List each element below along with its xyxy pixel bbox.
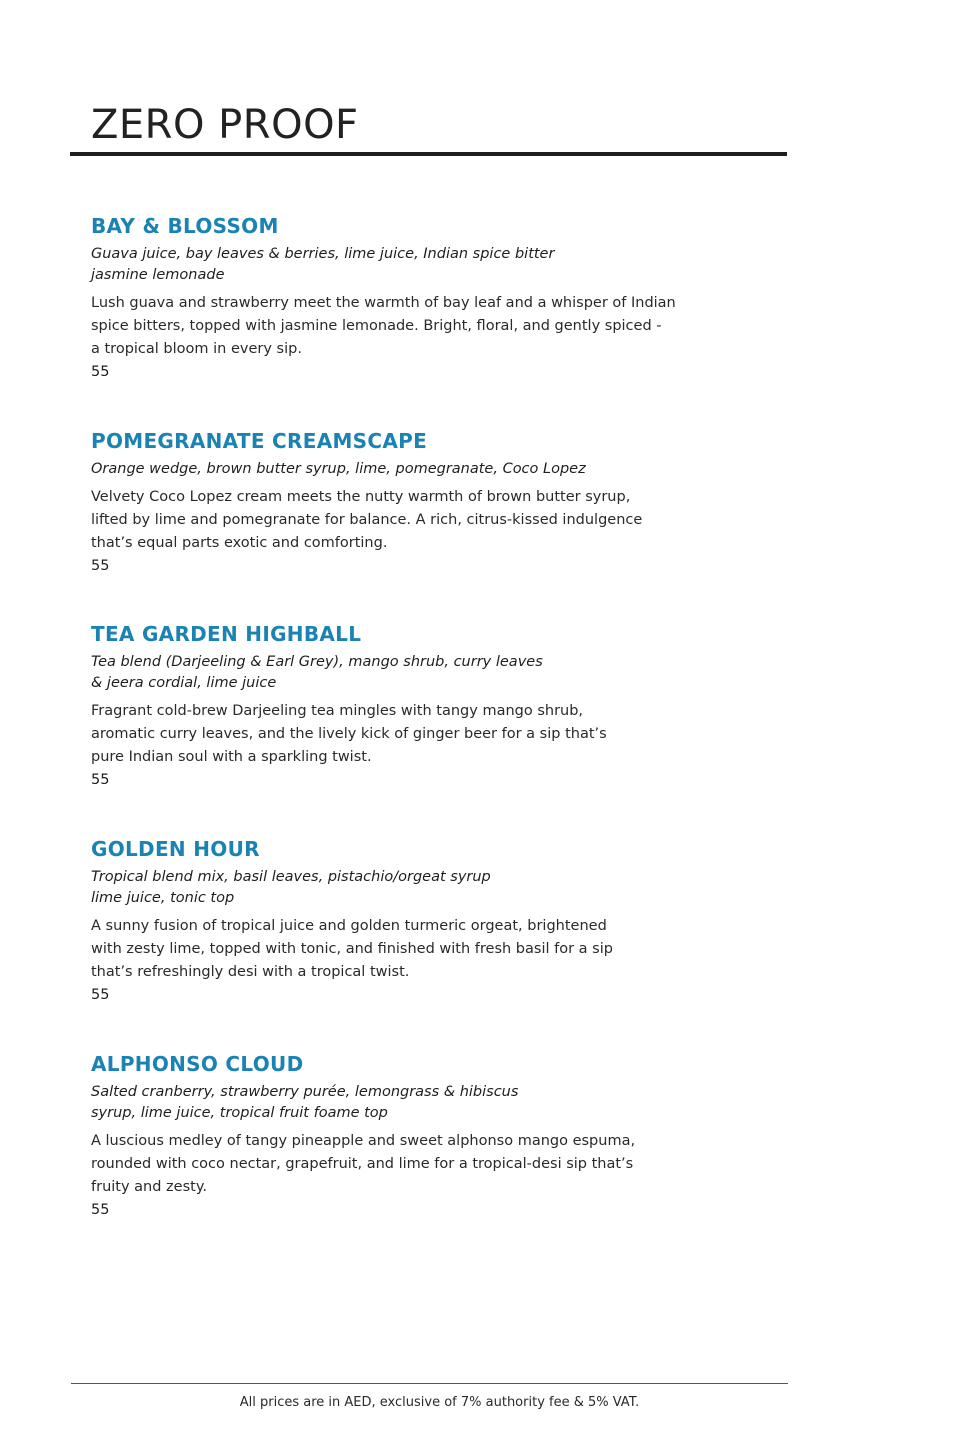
menu-item-tea-garden-highball — [91, 621, 711, 792]
item-ingredients: Guava juice, bay leaves & berries, lime juice, Indian spice bitter jasmine lemonade — [91, 246, 555, 283]
item-price: 55 — [91, 558, 110, 574]
item-name: POMEGRANATE CREAMSCAPE — [91, 429, 428, 453]
item-price: 55 — [91, 1202, 110, 1218]
item-name: BAY & BLOSSOM — [91, 214, 279, 238]
footer-divider — [71, 1383, 788, 1384]
item-price: 55 — [91, 987, 110, 1003]
item-ingredients: Orange wedge, brown butter syrup, lime, pomegranate, Coco Lopez — [91, 461, 586, 477]
menu-item-bay-blossom — [91, 213, 711, 384]
page-title: ZERO PROOF — [91, 102, 359, 148]
item-name: GOLDEN HOUR — [91, 837, 260, 861]
item-description: Lush guava and strawberry meet the warmth of bay leaf and a whisper of Indian spice bitters, topped with jasmine lemonade. Bright, floral, and gently spiced - a tropical bloom in every sip. — [91, 295, 676, 357]
item-price: 55 — [91, 772, 110, 788]
item-description: Fragrant cold-brew Darjeeling tea mingles with tangy mango shrub, aromatic curry leaves, and the lively kick of ginger beer for a sip that’s pure Indian soul with a sparkling twist. — [91, 703, 607, 765]
footer-price-note: All prices are in AED, exclusive of 7% authority fee & 5% VAT. — [239, 1395, 640, 1410]
item-ingredients: Tea blend (Darjeeling & Earl Grey), mango shrub, curry leaves & jeera cordial, lime juice — [91, 654, 543, 691]
menu-item-golden-hour — [91, 836, 711, 1007]
menu-item-pomegranate-creamscape — [91, 428, 711, 578]
item-name: ALPHONSO CLOUD — [91, 1052, 304, 1076]
item-ingredients: Tropical blend mix, basil leaves, pistachio/orgeat syrup lime juice, tonic top — [91, 869, 491, 906]
item-price: 55 — [91, 364, 110, 380]
title-divider — [70, 152, 787, 156]
item-description: A luscious medley of tangy pineapple and sweet alphonso mango espuma, rounded with coco nectar, grapefruit, and lime for a tropical-desi sip that’s fruity and zesty. — [91, 1133, 636, 1195]
item-name: TEA GARDEN HIGHBALL — [91, 622, 362, 646]
item-ingredients: Salted cranberry, strawberry purée, lemongrass & hibiscus syrup, lime juice, tropical fruit foame top — [91, 1084, 519, 1121]
menu-item-alphonso-cloud — [91, 1051, 711, 1222]
item-description: Velvety Coco Lopez cream meets the nutty warmth of brown butter syrup, lifted by lime and pomegranate for balance. A rich, citrus-kissed indulgence that’s equal parts exotic and comforting. — [91, 489, 643, 551]
item-description: A sunny fusion of tropical juice and golden turmeric orgeat, brightened with zesty lime, topped with tonic, and finished with fresh basil for a sip that’s refreshingly desi with a tropical twist. — [91, 918, 613, 980]
